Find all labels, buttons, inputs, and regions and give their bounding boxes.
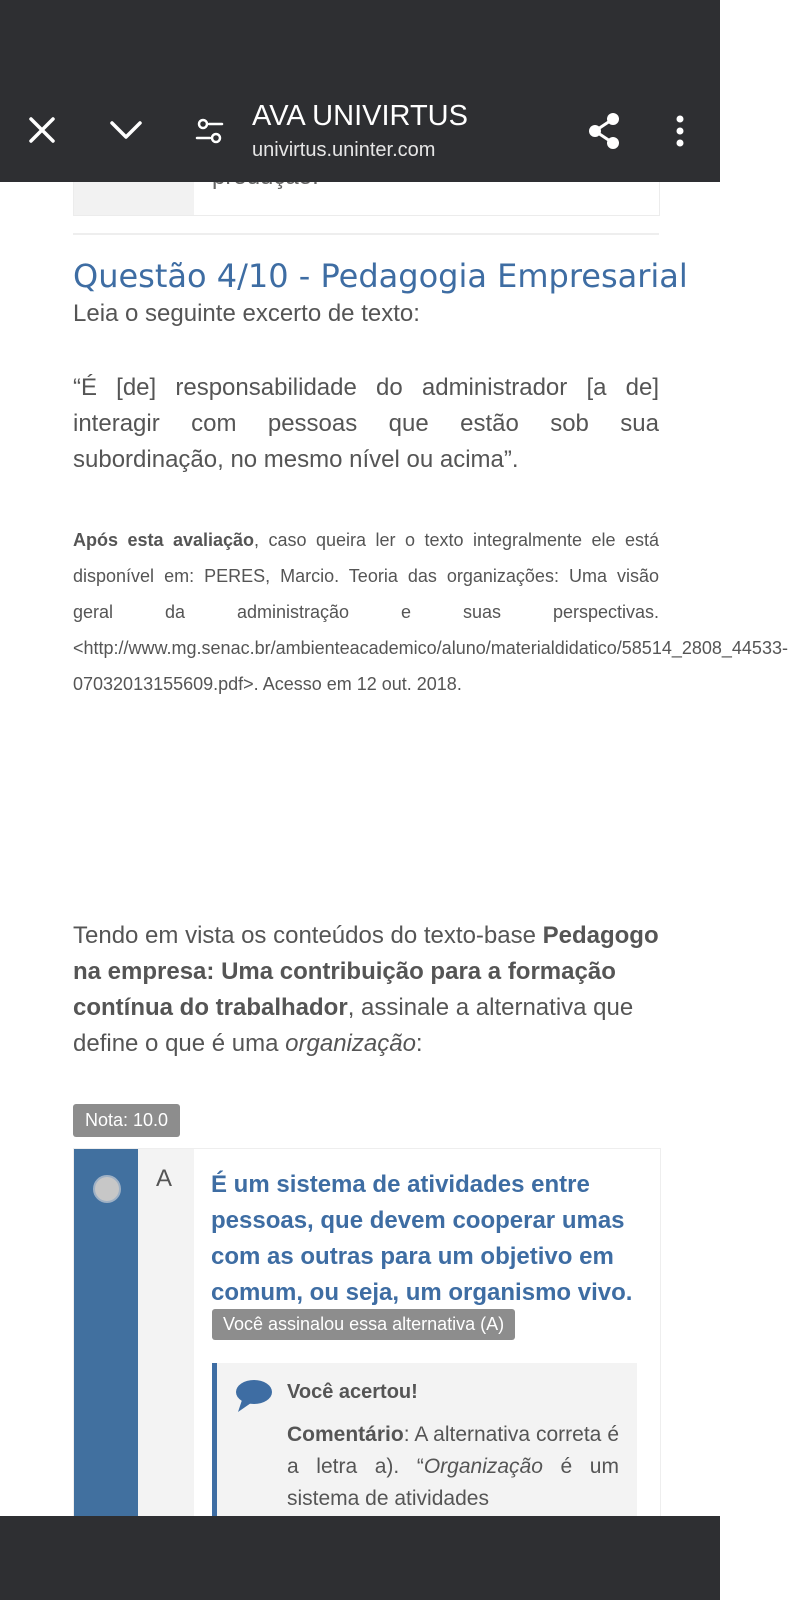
comment-part-1: : A alternativa correta é a letra a). “ [287, 1423, 619, 1478]
question-reference [73, 522, 788, 702]
page-url[interactable]: univirtus.uninter.com [252, 139, 436, 161]
question-lead: Leia o seguinte excerto de texto: [73, 300, 420, 327]
page-title: AVA UNIVIRTUS [252, 100, 468, 132]
prompt-part-1: Tendo em vista os conteúdos do texto-base [73, 922, 543, 949]
page-settings-icon[interactable] [194, 116, 226, 146]
chevron-down-icon[interactable] [108, 118, 144, 142]
prompt-italic: organização [285, 1030, 416, 1057]
browser-toolbar [0, 0, 720, 182]
answer-letter: A [156, 1165, 173, 1192]
comment-italic: Organização [423, 1455, 543, 1478]
close-icon[interactable] [26, 114, 58, 146]
answer-text: É um sistema de atividades entre pessoas, que devem cooperar umas com as outras para um objetivo em comum, ou seja, um organismo vivo. [211, 1171, 633, 1306]
more-vert-icon[interactable] [674, 114, 686, 148]
prompt-bold: Pedagogo na empresa: Uma contribuição para a formação contínua do trabalhador [73, 922, 659, 1021]
comment-bubble-icon [235, 1379, 273, 1413]
prompt-part-2: , assinale a alternativa que define o que é uma [73, 994, 634, 1057]
reference-text: , caso queira ler o texto integralmente ele está disponível em: PERES, Marcio. Teoria das organizações: Uma visão geral da administração e suas perspectivas. <http://www.mg.senac.br/ambienteacademico/aluno/materialdidatico/58514_2808_44533-07032013155609.pdf>. Acesso em 12 out. 2018. [73, 530, 788, 694]
share-icon[interactable] [586, 112, 622, 150]
comment-part-2: é um sistema de atividades [287, 1455, 619, 1510]
question-prompt [73, 918, 659, 1062]
feedback-comment [287, 1419, 619, 1515]
marked-badge: Você assinalou essa alternativa (A) [212, 1309, 515, 1340]
feedback-title: Você acertou! [287, 1381, 418, 1403]
reference-bold: Após esta avaliação [73, 530, 255, 550]
answer-letter-column [138, 1149, 194, 1549]
question-title: Questão 4/10 - Pedagogia Empresarial [73, 257, 688, 295]
page-content [0, 182, 788, 1516]
answer-radio[interactable] [93, 1175, 121, 1203]
prompt-part-3: : [415, 1030, 423, 1057]
divider [73, 233, 659, 235]
bottom-system-bar [0, 1516, 720, 1600]
comment-label: Comentário [287, 1423, 404, 1446]
selected-indicator-bar [74, 1149, 138, 1549]
question-quote: “É [de] responsabilidade do administrador [a de] interagir com pessoas que estão sob sua subordinação, no mesmo nível ou acima”. [73, 374, 659, 473]
grade-badge: Nota: 10.0 [73, 1104, 180, 1137]
answer-option-a[interactable] [73, 1148, 661, 1550]
